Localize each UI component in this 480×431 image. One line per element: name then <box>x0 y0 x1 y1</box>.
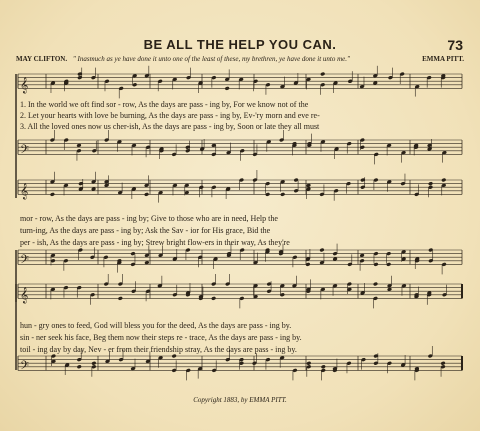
treble-clef-icon: 𝄞 <box>20 77 29 94</box>
notehead <box>144 192 149 197</box>
bass-clef-icon: 𝄢 <box>20 359 30 376</box>
verse-2-line-3 <box>20 333 460 342</box>
notehead <box>441 178 446 183</box>
lyric-text: turn-ing, As the days are pass - ing by; Ask the Sav - ior for His grace, Bid the <box>20 226 271 235</box>
notehead <box>91 361 96 366</box>
notehead <box>306 361 311 366</box>
notehead <box>118 296 123 301</box>
composer-name: EMMA PITT. <box>422 55 464 63</box>
lyricist-name: MAY CLIFTON. <box>16 55 68 63</box>
notehead <box>321 365 326 370</box>
notehead <box>172 354 177 359</box>
bass-clef-icon: 𝄢 <box>20 253 30 270</box>
verse-3-line-2 <box>20 238 460 247</box>
verse-3-line-3 <box>20 345 460 354</box>
notehead <box>211 296 216 301</box>
verse-3-line-1 <box>20 122 460 131</box>
notehead <box>320 72 325 77</box>
lyric-text: 3. All the loved ones now us cher-ish, As the days are pass - ing by, Soon or late they all must <box>20 122 320 131</box>
lyric-text: sin - ner seek his face, Beg them now their steps re - trace, As the days are pass - ing by. <box>20 333 302 342</box>
verse-1-line-3 <box>20 321 460 330</box>
treble-clef-icon: 𝄞 <box>20 287 29 304</box>
lyric-text: toil - ing day by day, Nev - er from their friendship stray, As the days are pass - ing by. <box>20 345 297 354</box>
notehead <box>373 282 378 287</box>
hymn-title: BE ALL THE HELP YOU CAN. <box>143 37 337 52</box>
lyric-text: hun - gry ones to feed, God will bless you for the deed, As the days are pass - ing by. <box>20 321 292 330</box>
bass-clef-icon: 𝄢 <box>20 143 30 160</box>
verse-1-line-1 <box>20 100 460 109</box>
verse-2-line-2 <box>20 226 460 235</box>
notehead <box>280 192 285 197</box>
notehead <box>225 86 230 91</box>
notehead <box>428 181 433 186</box>
verse-2-line-1 <box>20 111 460 120</box>
page-number: 73 <box>447 37 463 53</box>
notehead <box>77 365 82 370</box>
lyric-text: mor - row, As the days are pass - ing by; Give to those who are in need, Help the <box>20 214 278 223</box>
lyric-text: per - ish, As the days are pass - ing by; Strew bright flow-ers in their way, As they're <box>20 238 290 247</box>
notehead <box>50 192 55 197</box>
notehead <box>319 248 324 253</box>
epigraph-quote: " Inasmuch as ye have done it unto one of the least of these, my brethren, ye have done it unto me." <box>72 55 350 63</box>
verse-1-line-2 <box>20 214 460 223</box>
lyric-text: 1. In the world we oft find sor - row, As the days are pass - ing by, For we know not of the <box>20 100 309 109</box>
copyright-notice: Copyright 1883, by EMMA PITT. <box>193 396 287 404</box>
treble-clef-icon: 𝄞 <box>20 183 29 200</box>
lyric-text: 2. Let your hearts with love be burning, As the days are pass - ing by, Ev-'ry morn and eve re- <box>20 111 320 120</box>
notehead <box>440 361 445 366</box>
